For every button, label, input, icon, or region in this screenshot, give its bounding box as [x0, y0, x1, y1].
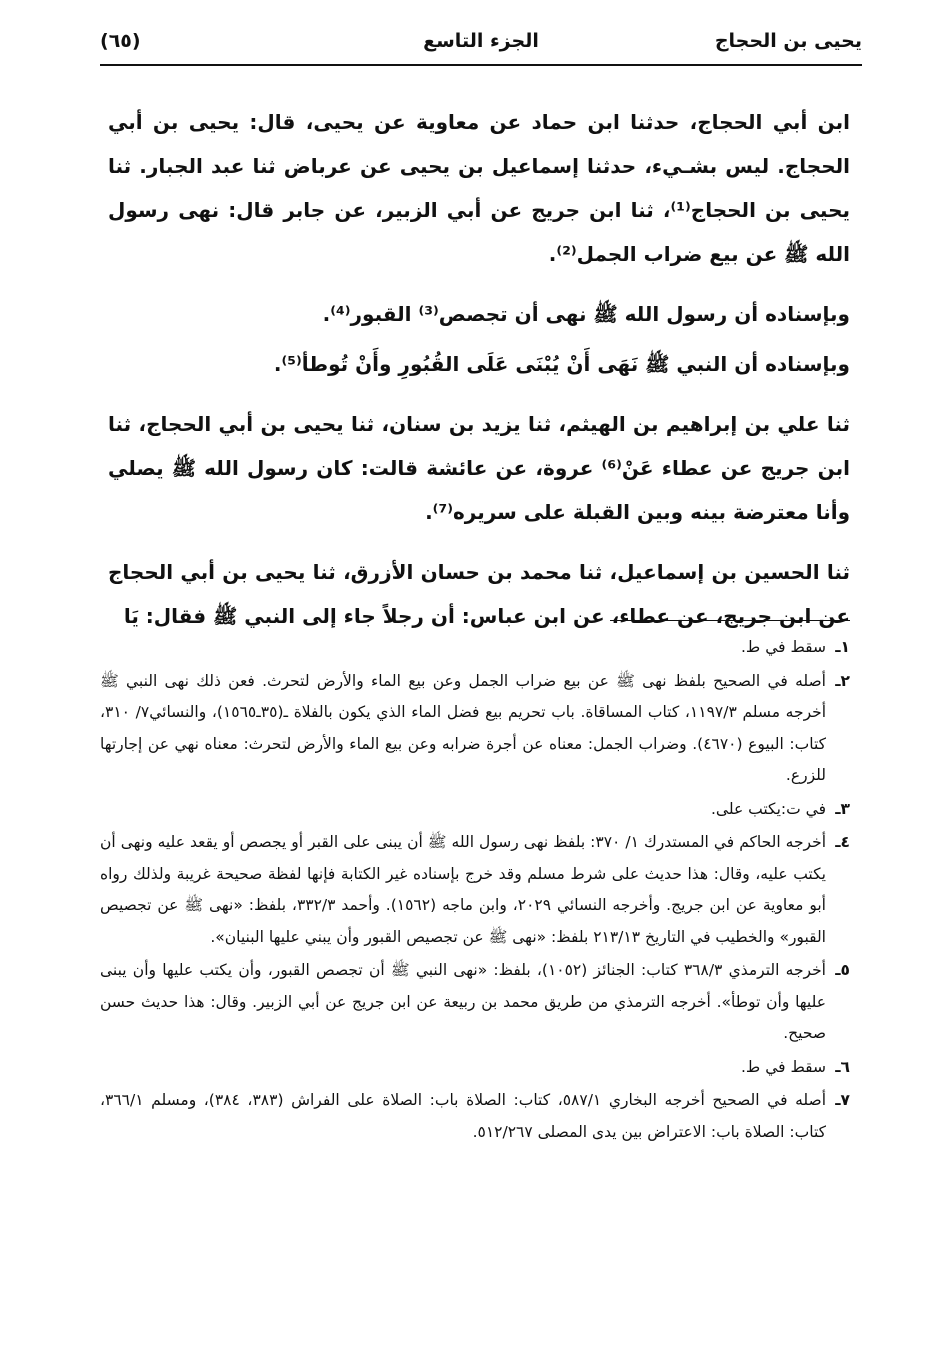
main-text: [108, 100, 850, 654]
footnote-text: سقط في ط.: [741, 638, 826, 656]
book-title: يحيى بن الحجاج: [714, 30, 862, 52]
footnote-number: ٧ـ: [835, 1091, 850, 1109]
footnote-item: [100, 955, 850, 1050]
footnote-item: [100, 1052, 850, 1084]
footnote-number: ٣ـ: [835, 799, 850, 818]
part-title: الجزء التاسع: [423, 30, 539, 52]
footnote-item: [100, 1085, 850, 1148]
footnote-text: في ت:يكتب على.: [711, 799, 826, 818]
paragraph: ابن أبي الحجاج، حدثنا ابن حماد عن معاوية عن يحيى، قال: يحيى بن أبي الحجاج. ليس بشـيء، حدثنا إسماعيل بن يحيى عن عرباض ثنا عبد الجبار. ثنا يحيى بن الحجاج⁽¹⁾، ثنا ابن جريج عن أبي الزبير، عن جابر قال: نهى رسول الله ﷺ عن بيع ضراب الجمل⁽²⁾.: [108, 110, 850, 266]
footnote-text: أخرجه الترمذي ٣٦٨/٣ كتاب: الجنائز (١٠٥٢)، بلفظ: «نهى النبي ﷺ أن تجصص القبور، وأن يكتب عليها وأن يبنى عليها وأن توطأ». أخرجه الترمذي من طريق محمد بن ربيعة عن ابن جريج عن أبي الزبير. وقال: هذا حديث حسن صحيح.: [100, 961, 826, 1042]
footnotes: [100, 632, 850, 1150]
footnote-rule: [610, 620, 850, 621]
footnote-number: ٦ـ: [835, 1057, 850, 1076]
paragraph: ثنا علي بن إبراهيم بن الهيثم، ثنا يزيد بن سنان، ثنا يحيى بن أبي الحجاج، ثنا ابن جريج عن عطاء عَنْ⁽⁶⁾ عروة، عن عائشة قالت: كان رسول الله ﷺ يصلي وأنا معترضة بينه وبين القبلة على سريره⁽⁷⁾.: [108, 412, 850, 524]
footnote-text: أصله في الصحيح أخرجه البخاري ٥٨٧/١، كتاب: الصلاة باب: الصلاة على الفراش (٣٨٣، ٣٨٤)، ومسلم ٣٦٦/١، كتاب: الصلاة باب: الاعتراض بين يدى المصلى ٥١٢/٢٦٧.: [100, 1091, 826, 1141]
footnote-number: ٥ـ: [835, 961, 850, 979]
footnote-text: سقط في ط.: [741, 1057, 826, 1076]
footnote-item: [100, 794, 850, 826]
header-rule: [100, 64, 862, 66]
paragraph: وبإسناده أن رسول الله ﷺ نهى أن تجصص⁽³⁾ القبور⁽⁴⁾.: [322, 302, 850, 326]
footnote-text: أصله في الصحيح بلفظ نهى ﷺ عن بيع ضراب الجمل وعن بيع الماء والأرض لتحرث. فعن ذلك نهى النبي ﷺ أخرجه مسلم ١١٩٧/٣، كتاب المساقاة. باب تحريم بيع فضل الماء الذي يكون بالفلاة ـ(٣٥ـ١٥٦٥)، والنسائي٧/ ٣١٠، كتاب: البيوع (٤٦٧٠). وضراب الجمل: معناه عن أجرة ضرابه وعن بيع الماء والأرض لتحرث: معناه نهي عن إجارتها للزرع.: [100, 671, 827, 784]
footnote-number: ١ـ: [835, 638, 850, 656]
footnote-item: [100, 632, 850, 664]
paragraph: وبإسناده أن النبي ﷺ نَهَى أَنْ يُبْنَى عَلَى القُبُورِ وأَنْ تُوطأ⁽⁵⁾.: [273, 352, 850, 376]
page-number: (٦٥): [100, 30, 141, 52]
footnote-item: [100, 827, 850, 953]
footnote-number: ٢ـ: [835, 671, 850, 690]
paragraph: ثنا الحسين بن إسماعيل، ثنا محمد بن حسان الأزرق، ثنا يحيى بن أبي الحجاج عن ابن جريج، عن عطاء، عن ابن عباس: أن رجلاً جاء إلى النبي ﷺ فقال: يَا: [108, 560, 850, 628]
footnote-number: ٤ـ: [835, 833, 850, 851]
footnote-item: [100, 666, 850, 792]
running-header: [100, 26, 862, 64]
footnote-text: أخرجه الحاكم في المستدرك ١/ ٣٧٠: بلفظ نهى رسول الله ﷺ أن يبنى على القبر أو يجصص أو يقعد عليه ونهى أن يكتب عليه، وقال: هذا حديث على شرط مسلم وقد خرج بإسناده غير الكتابة فإنها لفظة صحيحة غريبة ولذلك رواه أبو معاوية عن ابن جريج. وأخرجه النسائي ٢٠٢٩، وابن ماجه (١٥٦٢). وأحمد ٣٣٢/٣، بلفظ: «نهى ﷺ عن تجصيص القبور» والخطيب في التاريخ ٢١٣/١٣ بلفظ: «نهى ﷺ عن تجصيص القبور وأن يبني عليها البنيان».: [100, 833, 826, 946]
